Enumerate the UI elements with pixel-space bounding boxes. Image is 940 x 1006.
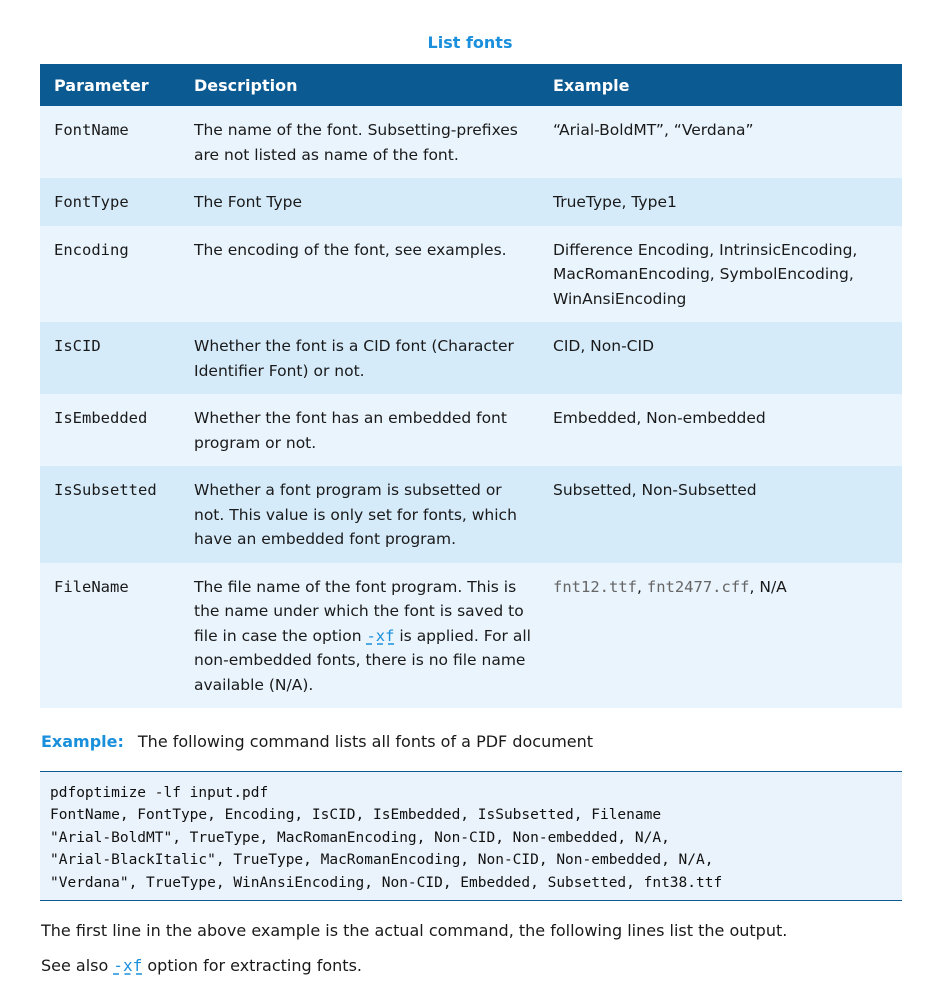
code-block: [40, 771, 902, 901]
example-text: , N/A: [749, 577, 787, 596]
param-cell: IsCID: [40, 322, 180, 394]
example-cell: [539, 563, 902, 709]
code-line: FontName, FontType, Encoding, IsCID, IsEmbedded, IsSubsetted, Filename: [50, 807, 662, 824]
description-text: The file name of the font program. This is the name under which the font is saved to file in case the option: [194, 577, 524, 645]
font-parameters-table: [40, 64, 902, 708]
description-cell: The encoding of the font, see examples.: [180, 226, 539, 323]
example-filename: fnt12.ttf: [553, 577, 637, 596]
param-cell: IsEmbedded: [40, 394, 180, 466]
example-cell: TrueType, Type1: [539, 178, 902, 226]
xf-option-link[interactable]: -xf: [113, 956, 143, 975]
see-also-paragraph: [41, 955, 362, 977]
xf-option-link[interactable]: -xf: [366, 626, 395, 645]
header-example: Example: [539, 64, 902, 106]
header-description: Description: [180, 64, 539, 106]
description-cell: Whether the font is a CID font (Character Identifier Font) or not.: [180, 322, 539, 394]
example-cell: Subsetted, Non-Subsetted: [539, 466, 902, 563]
example-cell: CID, Non-CID: [539, 322, 902, 394]
code-line: pdfoptimize -lf input.pdf: [50, 785, 269, 801]
description-cell: The Font Type: [180, 178, 539, 226]
example-label: Example:: [41, 732, 124, 751]
param-cell: FontName: [40, 106, 180, 178]
description-text: is applied. For all non-embedded fonts, there is no file name available (N/A).: [194, 626, 531, 694]
table-row: [40, 466, 902, 563]
table-row: [40, 106, 902, 178]
code-line: "Arial-BoldMT", TrueType, MacRomanEncoding, Non-CID, Non-embedded, N/A,: [50, 829, 670, 846]
example-cell: Difference Encoding, IntrinsicEncoding, MacRomanEncoding, SymbolEncoding, WinAnsiEncoding: [539, 226, 902, 323]
description-cell: The name of the font. Subsetting-prefixes are not listed as name of the font.: [180, 106, 539, 178]
example-filename: fnt2477.cff: [646, 577, 750, 596]
see-also-text: See also: [41, 956, 114, 975]
see-also-text: option for extracting fonts.: [142, 956, 362, 975]
example-cell: “Arial-BoldMT”, “Verdana”: [539, 106, 902, 178]
param-cell: FileName: [40, 563, 180, 709]
description-cell: [180, 563, 539, 709]
header-parameter: Parameter: [40, 64, 180, 106]
explanation-paragraph: The first line in the above example is the actual command, the following lines list the output.: [41, 921, 788, 940]
description-cell: Whether a font program is subsetted or not. This value is only set for fonts, which have an embedded font program.: [180, 466, 539, 563]
example-separator: ,: [637, 577, 647, 596]
table-row: [40, 178, 902, 226]
param-cell: Encoding: [40, 226, 180, 323]
example-heading: [41, 731, 593, 753]
description-cell: Whether the font has an embedded font program or not.: [180, 394, 539, 466]
table-row: [40, 322, 902, 394]
param-cell: IsSubsetted: [40, 466, 180, 563]
code-line: "Arial-BlackItalic", TrueType, MacRomanEncoding, Non-CID, Non-embedded, N/A,: [50, 852, 714, 869]
table-row: [40, 563, 902, 709]
example-cell: Embedded, Non-embedded: [539, 394, 902, 466]
code-line: "Verdana", TrueType, WinAnsiEncoding, Non-CID, Embedded, Subsetted, fnt38.ttf: [50, 874, 723, 891]
param-cell: FontType: [40, 178, 180, 226]
table-caption: List fonts: [427, 33, 513, 52]
example-text: The following command lists all fonts of a PDF document: [137, 732, 594, 751]
table-row: [40, 394, 902, 466]
table-header-row: [40, 64, 902, 106]
table-row: [40, 226, 902, 323]
